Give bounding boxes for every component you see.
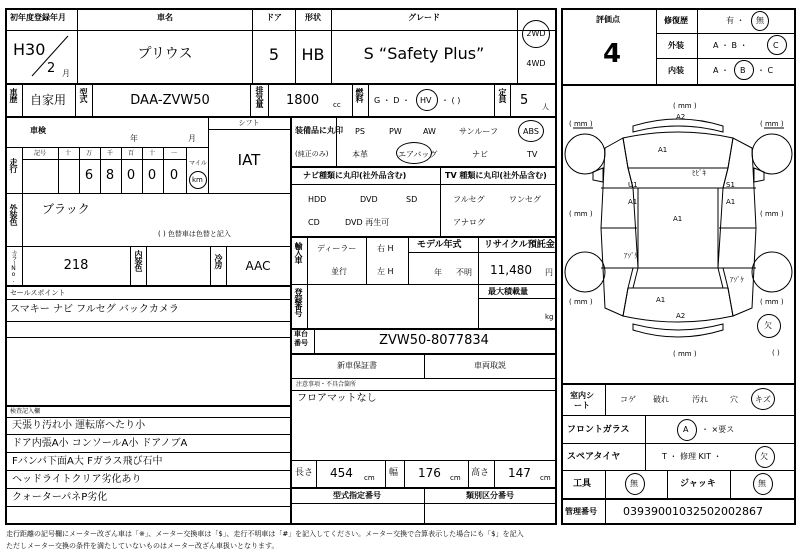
grade: S “Safety Plus”	[363, 44, 485, 63]
divider	[290, 284, 557, 285]
recycle-label: リサイクル預託金	[484, 240, 555, 250]
exterior-label: 外装	[668, 41, 684, 50]
manual-label: 車両取説	[474, 361, 506, 370]
displacement-label: 排気量	[255, 86, 264, 107]
divider	[517, 8, 518, 83]
width: 176	[418, 466, 441, 480]
footer-note: 走行距離の記号欄にメーター改ざん車は「※」、メーター交換車は「$」、走行不明車は「#」を記入してください。メーター交換で合算表示した場合にも「$」を記入	[6, 530, 524, 538]
fuel-hv: HV	[420, 96, 432, 105]
divider	[290, 378, 557, 379]
equipment-item: エアバッグ	[398, 150, 438, 159]
divider	[79, 147, 80, 193]
svg-text:( mm ): ( mm )	[760, 120, 784, 128]
divider	[645, 415, 646, 470]
ac: AAC	[245, 259, 271, 273]
divider	[468, 460, 469, 487]
svg-text:( mm ): ( mm )	[673, 350, 697, 358]
first-reg-month: 2	[47, 61, 56, 76]
car-name-label: 車名	[157, 13, 173, 22]
width-label: 幅	[389, 468, 399, 478]
divider	[5, 434, 292, 435]
divider	[252, 8, 253, 83]
mileage-digit: 6	[84, 168, 94, 183]
kg-unit: kg	[545, 313, 554, 321]
height-label: 高さ	[471, 468, 490, 478]
damage-label: ﾋﾋﾞｷ	[692, 169, 706, 177]
mileage-header-3: 千	[106, 150, 114, 157]
damage-label: A1	[673, 215, 683, 223]
divider	[142, 147, 143, 193]
divider	[295, 8, 296, 83]
inspection-notes-label: 検査記入欄	[10, 408, 41, 415]
divider	[5, 452, 292, 453]
length-label: 長さ	[295, 468, 314, 478]
divider	[561, 498, 796, 500]
grade-label: グレード	[408, 13, 440, 22]
divider	[290, 166, 557, 168]
tv-option: フルセグ	[453, 195, 485, 204]
model-year-unit: 年	[434, 268, 442, 277]
divider	[210, 246, 211, 285]
score-label: 評価点	[596, 15, 620, 24]
divider	[290, 390, 557, 391]
recycle-unit: 円	[545, 268, 553, 277]
divider	[561, 415, 796, 416]
model-year-value: 不明	[456, 268, 472, 277]
mileage-label: 走行	[9, 158, 18, 172]
color-label: 外装色	[9, 204, 18, 225]
tools-value: 無	[630, 479, 638, 488]
divider	[316, 460, 317, 487]
divider	[494, 460, 495, 487]
seat-option: コゲ	[620, 395, 636, 404]
divider	[5, 285, 290, 287]
damage-label: ｱｿﾞｹ	[624, 252, 638, 260]
inspection-note-line: ヘッドライトクリア劣化あり	[12, 474, 142, 485]
recycle-value: 11,480	[490, 263, 532, 277]
divider	[5, 337, 290, 338]
divider	[424, 487, 425, 525]
first-reg-label: 初年度登録年月	[10, 13, 66, 22]
height-unit: cm	[540, 474, 551, 482]
damage-label: A1	[658, 146, 668, 154]
divider	[494, 83, 495, 116]
shaken-label: 車検	[30, 126, 46, 135]
jack-label: ジャッキ	[680, 479, 716, 489]
divider	[478, 284, 479, 328]
mgmt-number: 03939001032502002867	[623, 505, 763, 518]
door-label: ドア	[266, 13, 282, 22]
category: 自家用	[30, 93, 67, 107]
corner-paren: ( )	[772, 349, 780, 357]
length: 454	[330, 466, 353, 480]
interior-a: A ・	[713, 66, 730, 75]
seat-option: 破れ	[653, 395, 669, 404]
spare-label: スペアタイヤ	[567, 452, 621, 462]
divider	[92, 83, 93, 116]
inspection-note-line: クォーターパネP劣化	[12, 492, 108, 503]
equipment-label: 装備品に丸印	[295, 126, 343, 135]
divider	[250, 83, 251, 116]
class-number-label: 類別区分番号	[466, 491, 514, 500]
svg-text:( mm ): ( mm )	[569, 298, 593, 306]
divider	[385, 460, 386, 487]
equipment-item: ナビ	[472, 150, 488, 159]
divider	[5, 405, 292, 407]
glass-rest: ・ ×要ス	[701, 425, 735, 434]
equipment-item: PW	[389, 127, 402, 136]
divider	[368, 83, 369, 116]
mileage-digit: 0	[126, 168, 136, 183]
divider	[22, 246, 23, 285]
exterior-color: ブラック	[42, 202, 90, 216]
sales-points-label: セールスポイント	[10, 289, 66, 297]
equipment-item: サンルーフ	[459, 127, 498, 136]
equipment-sub: (純正のみ)	[295, 150, 329, 158]
chassis-label: 車台番号	[294, 330, 308, 347]
model: DAA-ZVW50	[130, 93, 210, 108]
navi-option: CD	[308, 218, 320, 227]
width-unit: cm	[450, 474, 461, 482]
divider	[22, 159, 186, 160]
import-parallel: 並行	[331, 267, 347, 276]
divider	[290, 116, 292, 353]
divider	[5, 193, 290, 194]
color-note: ( ) 色替車は色替と記入	[158, 230, 231, 238]
svg-text:( mm ): ( mm )	[569, 120, 593, 128]
divider	[656, 33, 796, 34]
mgmt-label: 管理番号	[565, 507, 597, 516]
divider	[366, 236, 367, 284]
height: 147	[508, 466, 531, 480]
damage-label: A2	[676, 113, 686, 121]
shape-label: 形状	[305, 13, 321, 22]
color-no: 218	[63, 258, 89, 273]
notices-label: 注意事項・不具合箇所	[296, 381, 357, 388]
divider	[5, 506, 292, 507]
drive-2wd: 2WD	[526, 29, 546, 38]
import-label: 輸入車	[294, 242, 303, 263]
divider	[146, 246, 147, 285]
divider	[226, 246, 227, 285]
damage-label: ｱｿﾞｹ	[730, 276, 744, 284]
mileage-digit: 0	[169, 168, 179, 183]
divider	[5, 30, 557, 31]
equipment-item: ABS	[523, 127, 539, 136]
fuel-label: 燃料	[355, 88, 364, 102]
model-year-label: モデル年式	[417, 240, 462, 250]
divider	[22, 147, 23, 193]
mileage-digit: 8	[105, 168, 115, 183]
length-unit: cm	[364, 474, 375, 482]
divider	[290, 328, 557, 330]
damage-label: A1	[656, 296, 666, 304]
mileage-header-0: 記号	[33, 150, 47, 157]
divider	[605, 383, 606, 415]
divider	[268, 83, 269, 116]
inspection-note-line: 天張り汚れ小 運転席へたり小	[12, 420, 146, 431]
reg-number-label: 登録番号	[294, 288, 303, 316]
drive-4wd: 4WD	[526, 59, 546, 68]
jack-value: 無	[758, 479, 766, 488]
damage-label: A1	[628, 198, 638, 206]
svg-text:( mm ): ( mm )	[760, 210, 784, 218]
mileage-header-1: 十	[64, 150, 72, 157]
first-reg-year: H30	[13, 40, 46, 59]
inspection-note-line: ドア内張A小 コンソールA小 ドアノブA	[12, 438, 188, 449]
shift: IAT	[237, 151, 261, 169]
divider	[336, 116, 337, 166]
doors: 5	[268, 45, 280, 64]
seat-option: 汚れ	[692, 395, 708, 404]
equipment-item: 本革	[352, 150, 368, 159]
divider	[5, 147, 208, 148]
divider	[667, 470, 668, 498]
max-load-label: 最大積載量	[488, 287, 528, 296]
glass-selected: A	[683, 425, 689, 434]
displacement: 1800	[286, 93, 320, 108]
car-name: プリウス	[137, 46, 193, 62]
fuel-options: G ・ D ・	[374, 96, 410, 105]
divider	[186, 147, 187, 193]
navi-option: DVD	[360, 195, 378, 204]
inspection-note-line: Fバンパ下面A大 Fガラス飛び石中	[12, 456, 163, 467]
divider	[307, 236, 308, 284]
divider	[130, 246, 131, 285]
repair-options: 有 ・	[726, 16, 745, 25]
divider	[5, 299, 290, 300]
km-label: km	[192, 176, 203, 184]
seat-option: 穴	[730, 395, 738, 404]
divider	[697, 8, 698, 84]
divider	[163, 147, 164, 193]
shape: HB	[301, 45, 325, 64]
divider	[290, 236, 557, 238]
damage-label: U1	[628, 181, 638, 189]
divider	[58, 147, 59, 193]
divider	[561, 470, 796, 471]
divider	[307, 284, 308, 328]
mileage-header-6: 一	[170, 150, 178, 157]
damage-label: S1	[726, 181, 735, 189]
mile-label: マイル	[189, 160, 207, 167]
spare-options: T ・ 修理 KIT ・	[662, 452, 722, 461]
divider	[5, 116, 557, 118]
divider	[561, 443, 796, 444]
damage-label: A1	[726, 198, 736, 206]
capacity-unit: 人	[542, 103, 549, 111]
navi-option: HDD	[308, 195, 327, 204]
fuel-paren: ・ ( )	[441, 96, 461, 105]
mileage-header-5: 十	[148, 150, 156, 157]
svg-text:( mm ): ( mm )	[569, 210, 593, 218]
first-reg-month-unit: 月	[62, 69, 70, 78]
type-approval-label: 型式指定番号	[333, 491, 381, 500]
divider	[5, 83, 557, 85]
divider	[290, 353, 292, 525]
seat-selected: キズ	[755, 395, 771, 404]
divider	[75, 83, 76, 116]
mileage-digit: 0	[147, 168, 157, 183]
exterior-options: A ・ B ・	[713, 41, 748, 50]
seat-label: 室内シート	[570, 391, 594, 410]
tv-option: ワンセグ	[509, 195, 541, 204]
car-damage-diagram	[563, 88, 794, 378]
divider	[561, 84, 796, 86]
divider	[5, 417, 292, 418]
cc-unit: cc	[333, 101, 341, 109]
shift-label: シフト	[238, 119, 260, 127]
divider	[404, 460, 405, 487]
tv-option: アナログ	[453, 218, 485, 227]
equipment-item: PS	[355, 127, 365, 136]
navi-option: SD	[406, 195, 418, 204]
divider	[22, 83, 23, 116]
shaken-month-unit: 月	[188, 134, 196, 143]
notice-text: フロアマットなし	[297, 393, 377, 404]
repair-none: 無	[756, 16, 764, 25]
divider	[424, 353, 425, 378]
divider	[290, 184, 557, 185]
shaken-year-unit: 年	[130, 134, 138, 143]
color-no-label: カラーNo.	[10, 250, 17, 283]
divider	[656, 8, 657, 84]
divider	[5, 321, 290, 322]
mileage-header-2: 万	[85, 150, 93, 157]
divider	[5, 488, 292, 489]
equipment-item: TV	[527, 150, 538, 159]
warranty-label: 新車保証書	[337, 361, 377, 370]
svg-text:( mm ): ( mm )	[760, 298, 784, 306]
divider	[605, 470, 606, 525]
interior-grade: B	[740, 66, 746, 75]
ac-label: 冷房	[214, 254, 223, 268]
divider	[408, 252, 557, 253]
import-left-h: 左 H	[377, 267, 394, 276]
divider	[730, 470, 731, 498]
divider	[408, 236, 409, 284]
exterior-grade: C	[773, 41, 779, 50]
missing-label: 欠	[764, 321, 772, 330]
divider	[478, 298, 557, 299]
capacity: 5	[520, 93, 529, 108]
category-label: 車歴	[9, 88, 18, 102]
divider	[478, 236, 479, 284]
capacity-label: 定員	[498, 88, 507, 102]
footer-note: ただしメーター交換の条件を満たしていないものはメーター改ざん車扱いとなります。	[6, 542, 279, 550]
tv-type-label: TV 種類に丸印(社外品含む)	[445, 171, 547, 180]
divider	[208, 129, 290, 130]
divider	[440, 166, 441, 236]
divider	[5, 470, 292, 471]
divider	[290, 460, 557, 461]
divider	[352, 83, 353, 116]
divider	[561, 383, 796, 385]
divider	[656, 58, 796, 59]
divider	[314, 328, 315, 353]
divider	[208, 116, 209, 193]
divider	[5, 246, 290, 247]
spare-selected: 欠	[760, 452, 768, 461]
divider	[22, 193, 23, 246]
equipment-item: AW	[423, 127, 436, 136]
interior-color-label: 内装色	[134, 250, 143, 271]
mileage-header-4: 百	[127, 150, 135, 157]
divider	[121, 147, 122, 193]
model-label: 型式	[79, 88, 88, 102]
divider	[77, 8, 78, 83]
tools-label: 工具	[573, 479, 592, 489]
divider	[331, 8, 332, 83]
repair-label: 修復歴	[664, 16, 688, 25]
score: 4	[602, 39, 622, 69]
import-right-h: 右 H	[377, 244, 394, 253]
navi-type-label: ナビ種類に丸印(社外品含む)	[303, 171, 407, 180]
divider	[510, 83, 511, 116]
glass-label: フロントガラス	[567, 425, 630, 435]
chassis-number: ZVW50-8077834	[379, 333, 489, 348]
damage-label: A2	[676, 312, 686, 320]
interior-c: ・ C	[757, 66, 774, 75]
sales-points-text: スマキー ナビ フルセグ バックカメラ	[10, 304, 179, 315]
interior-label: 内装	[668, 66, 684, 75]
navi-option: DVD 再生可	[345, 218, 390, 227]
import-dealer: ディーラー	[317, 244, 357, 253]
svg-text:( mm ): ( mm )	[673, 102, 697, 110]
divider	[100, 147, 101, 193]
